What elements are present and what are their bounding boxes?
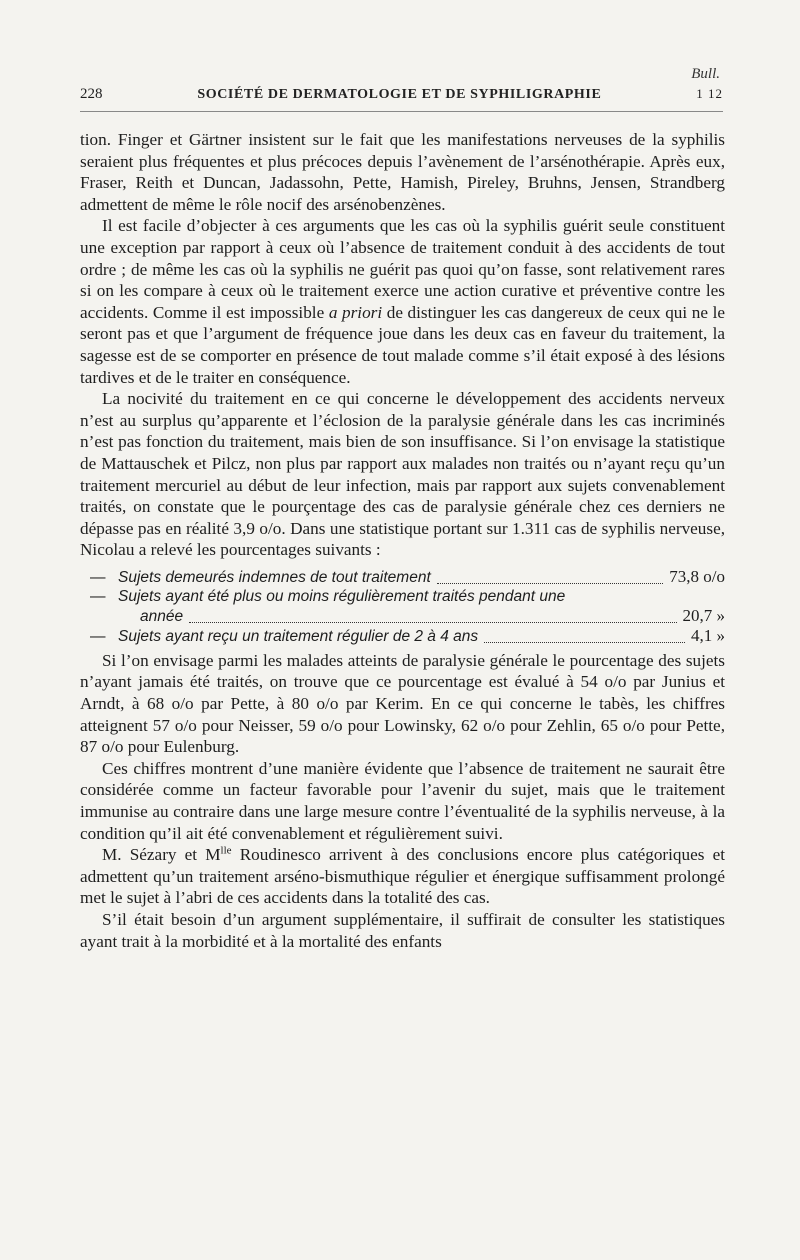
stat-row-irregular [80,587,725,606]
paragraph-3: La nocivité du traitement en ce qui concerne le développement des accidents nerveux n’est au surplus qu’apparente et l’éclosion de la paralysie générale dans les cas incriminés n’est pas fonction du traitement, mais bien de son insuffisance. Si l’on envisage la statistique de Mattauschek et Pilcz, non plus par rapport aux malades non traités ou n’ayant reçu qu’un traitement mercuriel au début de leur infection, mais par rapport aux sujets convenablement traités, on constate que le pourçentage des cas de paralysie générale chez ces derniers ne dépasse pas en réalité 3,9 o/o. Dans une statistique portant sur 1.311 cas de syphilis nerveuse, Nicolau a relevé les pourcentages suivants : [80,389,725,560]
stat-value: 4,1 » [691,625,725,645]
dot-leader [189,609,676,623]
paragraph-1: tion. Finger et Gärtner insistent sur le fait que les manifestations nerveuses de la syphilis seraient plus fréquentes et plus précoces depuis l’avènement de l’arsénothérapie. Après eux, Fraser, Reith et Duncan, Jadassohn, Pette, Hamish, Pireley, Bruhns, Jensen, Strandberg admettent de même le rôle nocif des arsénobenzènes. [80,130,725,214]
statistics-list [80,567,725,646]
page-number: 228 [80,86,103,102]
stat-dash: — [90,568,106,586]
paragraph-6-superscript: lle [220,844,232,857]
stat-label: année [140,607,184,625]
stat-value: 73,8 o/o [669,566,725,586]
paragraph-6 [80,844,725,909]
stat-label: Sujets ayant été plus ou moins régulièrement traités pendant une [118,587,566,605]
stat-dash: — [90,627,106,645]
paragraph-2-part-b: de distinguer les cas dangereux de ceux qui ne le seront pas et que l’argument de fréquence joue dans les deux cas en faveur du traitement, la sagesse est de se comporter en présence de tout malade comme s’il était exposé à des lésions tardives et de le traiter en conséquence. [80,302,725,387]
stat-dash: — [90,587,106,605]
dot-leader [484,629,685,643]
stat-row-untreated [80,567,725,587]
paragraph-4: Si l’on envisage parmi les malades atteints de paralysie générale le pourcentage des sujets n’ayant jamais été traités, on trouve que ce pourcentage est évalué à 54 o/o par Junius et Arndt, à 68 o/o par Pette, à 80 o/o par Kerim. En ce qui concerne le tabès, les chiffres atteignent 57 o/o pour Neisser, 59 o/o pour Lowinsky, 62 o/o pour Zehlin, 65 o/o pour Pette, 87 o/o pour Eulenburg. [80,650,725,757]
paragraph-7: S’il était besoin d’un argument supplémentaire, il suffirait de consulter les statistiques ayant trait à la morbidité et à la mortalité des enfants [80,910,725,951]
stat-label: Sujets ayant reçu un traitement régulier de 2 à 4 ans [118,627,479,645]
body-text [80,129,725,952]
paragraph-6-part-b: Roudinesco arrivent à des conclusions encore plus catégoriques et admettent qu’un traitement arséno-bismuthique régulier et énergique suffisamment prolongé met le sujet à l’abri de ces accidents dans la totalité des cas. [80,845,726,908]
signature-mark: 1 12 [696,86,723,101]
header-rule [80,111,723,112]
stat-row-regular [80,626,725,646]
dot-leader [437,570,664,584]
paragraph-5: Ces chiffres montrent d’une manière évidente que l’absence de traitement ne saurait être considérée comme un facteur favorable pour l’avenir du sujet, mais que le traitement immunise au contraire dans une large mesure contre l’éventualité de la syphilis nerveuse, à la condition qu’il ait été convenablement et régulièrement suivi. [80,758,725,843]
paragraph-2-emphasis: a priori [328,302,383,322]
stat-value: 20,7 » [682,605,725,625]
running-header [80,86,723,103]
paragraph-6-part-a: M. Sézary et M [102,845,221,865]
paragraph-2-part-a: Il est facile d’objecter à ces arguments que les cas où la syphilis guérit seule constituent une exception par rapport à ceux où l’absence de traitement conduit à des accidents de tout ordre ; de même les cas où la syphilis ne guérit pas quoi qu’on fasse, sont relativement rares si on les compare à ceux où le traitement exerce une action curative et préventive contre les accidents. Comme il est impossible [80,216,725,322]
corner-annotation: Bull. [691,66,720,82]
stat-label: Sujets demeurés indemnes de tout traitement [118,568,431,586]
running-title: SOCIÉTÉ DE DERMATOLOGIE ET DE SYPHILIGRAPHIE [197,87,602,102]
stat-row-irregular-cont [80,606,725,626]
paragraph-2 [80,215,725,388]
